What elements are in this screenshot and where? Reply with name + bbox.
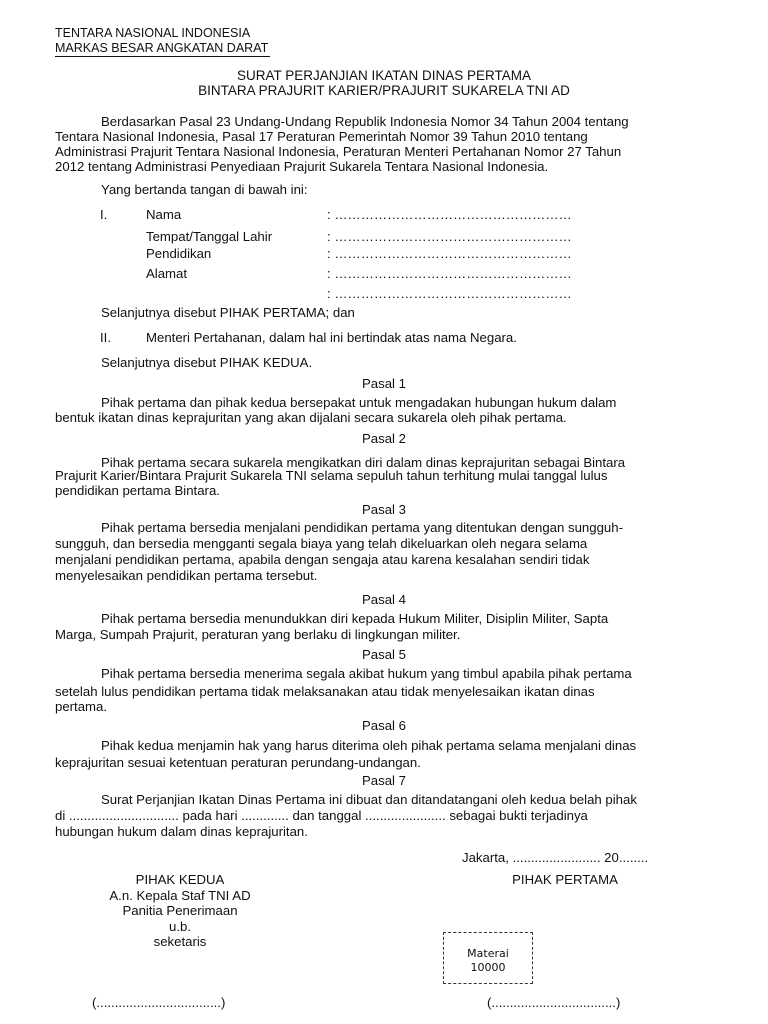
party-2-row	[100, 330, 660, 346]
party-2-number: II.	[100, 330, 111, 345]
pasal-5-body	[55, 665, 715, 716]
undersigned-text: Yang bertanda tangan di bawah ini:	[101, 182, 308, 197]
pasal-2-line-1: Pihak pertama secara sukarela mengikatkan diri dalam dinas keprajuritan sebagai Bintara	[101, 455, 626, 470]
pasal-5-line-1: Pihak pertama bersedia menerima segala akibat hukum yang timbul apabila pihak pertama	[101, 666, 632, 681]
field-value: : ………………………………………………	[327, 286, 572, 301]
sign-left-line-5: seketaris	[153, 934, 207, 949]
pasal-1-line-1: Pihak pertama dan pihak kedua bersepakat untuk mengadakan hubungan hukum dalam	[101, 395, 617, 410]
party-1-referred: Selanjutnya disebut PIHAK PERTAMA; dan	[101, 305, 355, 320]
pasal-3-body	[55, 520, 715, 584]
field-value: : ………………………………………………	[327, 246, 572, 261]
pasal-6-body	[55, 737, 715, 771]
pasal-6-heading: Pasal 6	[362, 718, 406, 733]
party-2-text: Menteri Pertahanan, dalam hal ini bertindak atas nama Negara.	[146, 330, 517, 345]
place-date: Jakarta, ........................ 20........	[462, 850, 649, 865]
title-line-1: SURAT PERJANJIAN IKATAN DINAS PERTAMA	[236, 68, 532, 83]
pasal-5-heading: Pasal 5	[362, 647, 406, 662]
intro-line-1: Berdasarkan Pasal 23 Undang-Undang Republik Indonesia Nomor 34 Tahun 2004 tentang	[101, 114, 629, 129]
pasal-7-line-1: Surat Perjanjian Ikatan Dinas Pertama ini dibuat dan ditandatangani oleh kedua belah pihak	[101, 792, 637, 807]
sign-left-line-2: A.n. Kepala Staf TNI AD	[109, 887, 251, 903]
signature-block-left	[60, 872, 300, 950]
intro-line-3: Administrasi Prajurit Tentara Nasional Indonesia, Peraturan Menteri Pertahanan Nomor 27 Tahun	[55, 144, 622, 159]
pasal-2-heading: Pasal 2	[362, 431, 406, 446]
party-2-referred: Selanjutnya disebut PIHAK KEDUA.	[101, 355, 313, 370]
pasal-3-line-4: menyelesaikan pendidikan pertama tersebut.	[55, 568, 318, 583]
pasal-5-line-3: pertama.	[55, 699, 108, 714]
pasal-3-line-1: Pihak pertama bersedia menjalani pendidikan pertama yang ditentukan dengan sungguh-	[101, 520, 623, 535]
intro-line-2: Tentara Nasional Indonesia, Pasal 17 Peraturan Pemerintah Nomor 39 Tahun 2010 tentang	[55, 129, 588, 144]
pasal-6-line-2: keprajuritan sesuai ketentuan peraturan perundang-undangan.	[55, 755, 421, 770]
pasal-4-body	[55, 611, 715, 643]
field-value: : ………………………………………………	[327, 229, 572, 244]
header-line-2: MARKAS BESAR ANGKATAN DARAT	[55, 41, 269, 55]
pasal-2-line-2: Prajurit Karier/Bintara Prajurit Sukarela TNI selama sepuluh tahun terhitung mulai tanggal lulus	[55, 468, 608, 483]
pasal-3-line-3: menjalani pendidikan pertama, apabila dengan sengaja atau karena kesalahan sendiri tidak	[55, 552, 590, 567]
field-alamat-continued	[100, 286, 660, 302]
pasal-3-heading: Pasal 3	[362, 502, 406, 517]
pasal-7-line-3: hubungan hukum dalam dinas keprajuritan.	[55, 824, 308, 839]
title-line-2: BINTARA PRAJURIT KARIER/PRAJURIT SUKARELA TNI AD	[198, 83, 570, 98]
intro-line-4: 2012 tentang Administrasi Penyediaan Prajurit Sukarela Tentara Nasional Indonesia.	[55, 159, 549, 174]
field-value: : ………………………………………………	[327, 207, 572, 222]
pasal-1-body	[55, 395, 715, 425]
party-1-number: I.	[100, 207, 108, 222]
sign-left-line-1: PIHAK KEDUA	[135, 872, 225, 887]
pasal-3-line-2: sungguh, dan bersedia mengganti segala biaya yang telah dikeluarkan oleh negara selama	[55, 536, 588, 551]
pasal-4-heading: Pasal 4	[362, 592, 406, 607]
sign-left-line-4: u.b.	[169, 918, 191, 934]
field-label: Nama	[146, 207, 182, 222]
field-label: Alamat	[146, 266, 188, 281]
field-pendidikan	[100, 246, 660, 262]
pasal-6-line-1: Pihak kedua menjamin hak yang harus diterima oleh pihak pertama selama menjalani dinas	[101, 738, 637, 753]
sign-left-line-3: Panitia Penerimaan	[122, 903, 238, 918]
pasal-5-line-2: setelah lulus pendidikan pertama tidak melaksanakan atau tidak menyelesaikan ikatan dinas	[55, 684, 595, 699]
field-value: : ………………………………………………	[327, 266, 572, 281]
field-label: Tempat/Tanggal Lahir	[146, 229, 273, 244]
signature-placeholder-left: (..................................)	[92, 995, 226, 1010]
sign-right-line-1: PIHAK PERTAMA	[512, 872, 618, 887]
signature-block-right	[440, 872, 690, 887]
pasal-4-line-1: Pihak pertama bersedia menundukkan diri kepada Hukum Militer, Disiplin Militer, Sapta	[101, 611, 609, 626]
pasal-7-heading: Pasal 7	[362, 773, 406, 788]
pasal-2-line-3: pendidikan pertama Bintara.	[55, 483, 220, 498]
pasal-4-line-2: Marga, Sumpah Prajurit, peraturan yang berlaku di lingkungan militer.	[55, 627, 461, 642]
header-line-1: TENTARA NASIONAL INDONESIA	[55, 26, 251, 40]
pasal-7-line-2: di .............................. pada hari ............. dan tanggal ...................... sebagai bukti terjadinya	[55, 808, 588, 823]
document-title	[0, 68, 768, 98]
stamp-line-2: 10000	[470, 961, 506, 974]
field-alamat	[100, 266, 660, 282]
field-label: Pendidikan	[146, 246, 212, 261]
materai-stamp-box	[443, 932, 533, 984]
pasal-7-body	[55, 792, 715, 840]
pasal-2-body	[55, 456, 715, 497]
pasal-1-heading: Pasal 1	[362, 376, 406, 391]
intro-paragraph	[55, 114, 715, 174]
signature-placeholder-right: (..................................)	[487, 995, 621, 1010]
pasal-1-line-2: bentuk ikatan dinas keprajuritan yang akan dijalani secara sukarela oleh pihak pertama.	[55, 410, 567, 425]
field-nama	[100, 207, 660, 223]
stamp-line-1: Materai	[467, 947, 509, 960]
document-header	[55, 26, 270, 57]
field-tempat-tanggal-lahir	[100, 229, 660, 245]
